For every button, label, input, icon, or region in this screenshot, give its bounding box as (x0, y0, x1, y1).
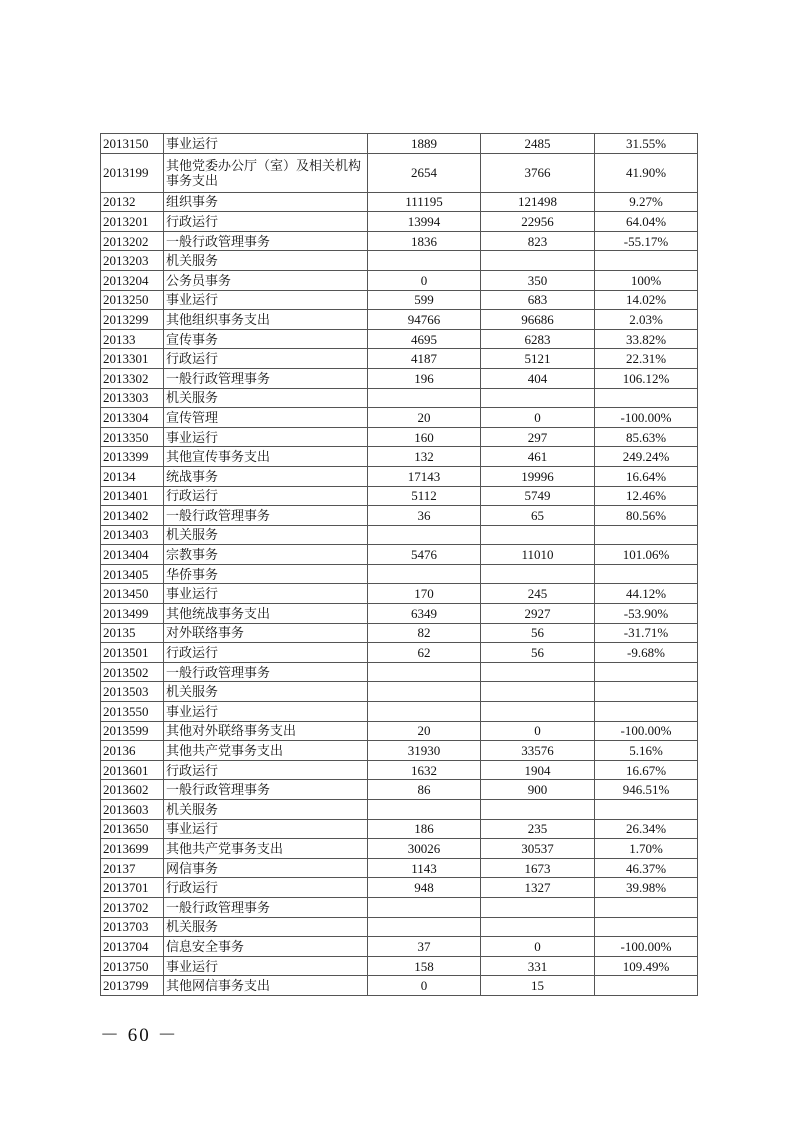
table-row (101, 506, 698, 526)
table-row (101, 839, 698, 859)
subject-name-cell: 其他组织事务支出 (164, 310, 368, 330)
table-row (101, 976, 698, 996)
subject-code-cell: 2013702 (101, 897, 164, 917)
subject-name-cell: 宣传管理 (164, 408, 368, 428)
subject-name-cell: 其他共产党事务支出 (164, 839, 368, 859)
subject-code-cell: 2013450 (101, 584, 164, 604)
prior-amount-cell: 1889 (368, 134, 481, 154)
growth-rate-cell (595, 917, 698, 937)
current-amount-cell: 461 (481, 447, 595, 467)
subject-name-cell: 事业运行 (164, 290, 368, 310)
table-row (101, 780, 698, 800)
subject-code-cell: 2013299 (101, 310, 164, 330)
subject-code-cell: 20134 (101, 466, 164, 486)
current-amount-cell: 15 (481, 976, 595, 996)
prior-amount-cell: 20 (368, 721, 481, 741)
prior-amount-cell: 5112 (368, 486, 481, 506)
current-amount-cell: 56 (481, 643, 595, 663)
table-row (101, 212, 698, 232)
growth-rate-cell: 5.16% (595, 741, 698, 761)
prior-amount-cell: 196 (368, 368, 481, 388)
prior-amount-cell: 1836 (368, 231, 481, 251)
prior-amount-cell: 17143 (368, 466, 481, 486)
prior-amount-cell (368, 662, 481, 682)
growth-rate-cell: 44.12% (595, 584, 698, 604)
table-row (101, 545, 698, 565)
current-amount-cell (481, 800, 595, 820)
prior-amount-cell: 170 (368, 584, 481, 604)
current-amount-cell: 0 (481, 408, 595, 428)
current-amount-cell: 235 (481, 819, 595, 839)
table-row (101, 858, 698, 878)
growth-rate-cell: 106.12% (595, 368, 698, 388)
table-row (101, 349, 698, 369)
table-row (101, 329, 698, 349)
subject-code-cell: 2013405 (101, 564, 164, 584)
current-amount-cell (481, 682, 595, 702)
growth-rate-cell: 31.55% (595, 134, 698, 154)
table-row (101, 623, 698, 643)
current-amount-cell (481, 388, 595, 408)
prior-amount-cell: 0 (368, 976, 481, 996)
prior-amount-cell: 1143 (368, 858, 481, 878)
subject-name-cell: 一般行政管理事务 (164, 897, 368, 917)
subject-name-cell: 一般行政管理事务 (164, 662, 368, 682)
budget-table-body (101, 134, 698, 996)
subject-code-cell: 2013599 (101, 721, 164, 741)
table-row (101, 408, 698, 428)
growth-rate-cell (595, 662, 698, 682)
subject-code-cell: 20133 (101, 329, 164, 349)
growth-rate-cell: 9.27% (595, 192, 698, 212)
prior-amount-cell: 132 (368, 447, 481, 467)
subject-code-cell: 2013750 (101, 956, 164, 976)
growth-rate-cell: 46.37% (595, 858, 698, 878)
subject-code-cell: 2013401 (101, 486, 164, 506)
subject-code-cell: 2013701 (101, 878, 164, 898)
growth-rate-cell: -9.68% (595, 643, 698, 663)
subject-name-cell: 组织事务 (164, 192, 368, 212)
prior-amount-cell: 82 (368, 623, 481, 643)
current-amount-cell (481, 702, 595, 722)
table-row (101, 525, 698, 545)
current-amount-cell: 6283 (481, 329, 595, 349)
subject-code-cell: 2013601 (101, 760, 164, 780)
prior-amount-cell: 4187 (368, 349, 481, 369)
subject-name-cell: 公务员事务 (164, 270, 368, 290)
growth-rate-cell: -31.71% (595, 623, 698, 643)
table-row (101, 290, 698, 310)
table-row (101, 231, 698, 251)
table-row (101, 604, 698, 624)
table-row (101, 878, 698, 898)
table-row (101, 643, 698, 663)
growth-rate-cell (595, 702, 698, 722)
prior-amount-cell: 6349 (368, 604, 481, 624)
subject-name-cell: 机关服务 (164, 800, 368, 820)
subject-name-cell: 行政运行 (164, 486, 368, 506)
subject-name-cell: 网信事务 (164, 858, 368, 878)
subject-code-cell: 2013350 (101, 427, 164, 447)
subject-name-cell: 事业运行 (164, 427, 368, 447)
current-amount-cell (481, 897, 595, 917)
growth-rate-cell (595, 682, 698, 702)
subject-name-cell: 宣传事务 (164, 329, 368, 349)
prior-amount-cell: 1632 (368, 760, 481, 780)
table-row (101, 447, 698, 467)
current-amount-cell: 1673 (481, 858, 595, 878)
prior-amount-cell: 36 (368, 506, 481, 526)
subject-name-cell: 事业运行 (164, 819, 368, 839)
subject-name-cell: 机关服务 (164, 251, 368, 271)
growth-rate-cell: -100.00% (595, 937, 698, 957)
growth-rate-cell (595, 564, 698, 584)
prior-amount-cell: 20 (368, 408, 481, 428)
growth-rate-cell: 26.34% (595, 819, 698, 839)
table-row (101, 368, 698, 388)
growth-rate-cell: 12.46% (595, 486, 698, 506)
current-amount-cell (481, 917, 595, 937)
subject-code-cell: 2013150 (101, 134, 164, 154)
current-amount-cell: 823 (481, 231, 595, 251)
prior-amount-cell (368, 800, 481, 820)
growth-rate-cell: -100.00% (595, 408, 698, 428)
subject-name-cell: 机关服务 (164, 388, 368, 408)
current-amount-cell (481, 525, 595, 545)
prior-amount-cell: 2654 (368, 153, 481, 192)
growth-rate-cell (595, 525, 698, 545)
current-amount-cell: 65 (481, 506, 595, 526)
table-row (101, 388, 698, 408)
growth-rate-cell: 101.06% (595, 545, 698, 565)
subject-name-cell: 统战事务 (164, 466, 368, 486)
prior-amount-cell (368, 525, 481, 545)
table-row (101, 310, 698, 330)
prior-amount-cell: 160 (368, 427, 481, 447)
subject-code-cell: 20136 (101, 741, 164, 761)
subject-name-cell: 事业运行 (164, 956, 368, 976)
subject-name-cell: 一般行政管理事务 (164, 780, 368, 800)
prior-amount-cell (368, 251, 481, 271)
current-amount-cell: 2927 (481, 604, 595, 624)
subject-code-cell: 2013603 (101, 800, 164, 820)
subject-code-cell: 2013302 (101, 368, 164, 388)
subject-name-cell: 行政运行 (164, 760, 368, 780)
growth-rate-cell: 41.90% (595, 153, 698, 192)
prior-amount-cell (368, 682, 481, 702)
table-row (101, 741, 698, 761)
table-row (101, 564, 698, 584)
subject-name-cell: 对外联络事务 (164, 623, 368, 643)
growth-rate-cell: 16.64% (595, 466, 698, 486)
subject-name-cell: 其他统战事务支出 (164, 604, 368, 624)
prior-amount-cell: 94766 (368, 310, 481, 330)
growth-rate-cell: 33.82% (595, 329, 698, 349)
subject-name-cell: 宗教事务 (164, 545, 368, 565)
subject-code-cell: 2013203 (101, 251, 164, 271)
table-row (101, 466, 698, 486)
table-row (101, 819, 698, 839)
subject-name-cell: 机关服务 (164, 682, 368, 702)
subject-code-cell: 20137 (101, 858, 164, 878)
current-amount-cell: 30537 (481, 839, 595, 859)
subject-code-cell: 2013704 (101, 937, 164, 957)
current-amount-cell: 350 (481, 270, 595, 290)
prior-amount-cell: 13994 (368, 212, 481, 232)
current-amount-cell (481, 662, 595, 682)
current-amount-cell: 22956 (481, 212, 595, 232)
growth-rate-cell (595, 897, 698, 917)
table-row (101, 702, 698, 722)
subject-name-cell: 华侨事务 (164, 564, 368, 584)
prior-amount-cell: 948 (368, 878, 481, 898)
table-row (101, 897, 698, 917)
growth-rate-cell: 16.67% (595, 760, 698, 780)
growth-rate-cell: 2.03% (595, 310, 698, 330)
growth-rate-cell: 14.02% (595, 290, 698, 310)
table-row (101, 956, 698, 976)
table-row (101, 937, 698, 957)
prior-amount-cell: 158 (368, 956, 481, 976)
prior-amount-cell (368, 564, 481, 584)
current-amount-cell: 11010 (481, 545, 595, 565)
growth-rate-cell: 946.51% (595, 780, 698, 800)
subject-code-cell: 2013501 (101, 643, 164, 663)
subject-name-cell: 其他党委办公厅（室）及相关机构事务支出 (164, 153, 368, 192)
current-amount-cell: 297 (481, 427, 595, 447)
growth-rate-cell: 1.70% (595, 839, 698, 859)
table-row (101, 584, 698, 604)
prior-amount-cell (368, 388, 481, 408)
subject-name-cell: 事业运行 (164, 584, 368, 604)
growth-rate-cell: 64.04% (595, 212, 698, 232)
subject-name-cell: 信息安全事务 (164, 937, 368, 957)
prior-amount-cell: 31930 (368, 741, 481, 761)
growth-rate-cell: 80.56% (595, 506, 698, 526)
subject-code-cell: 2013301 (101, 349, 164, 369)
subject-name-cell: 事业运行 (164, 134, 368, 154)
table-row (101, 800, 698, 820)
subject-code-cell: 2013602 (101, 780, 164, 800)
growth-rate-cell: 109.49% (595, 956, 698, 976)
subject-code-cell: 2013204 (101, 270, 164, 290)
subject-code-cell: 20132 (101, 192, 164, 212)
growth-rate-cell: -100.00% (595, 721, 698, 741)
subject-code-cell: 2013201 (101, 212, 164, 232)
subject-name-cell: 机关服务 (164, 525, 368, 545)
table-row (101, 427, 698, 447)
subject-name-cell: 一般行政管理事务 (164, 368, 368, 388)
subject-code-cell: 2013304 (101, 408, 164, 428)
budget-table (100, 133, 698, 996)
current-amount-cell: 0 (481, 721, 595, 741)
table-row (101, 760, 698, 780)
subject-name-cell: 行政运行 (164, 212, 368, 232)
subject-code-cell: 2013202 (101, 231, 164, 251)
current-amount-cell: 404 (481, 368, 595, 388)
subject-code-cell: 2013402 (101, 506, 164, 526)
subject-code-cell: 2013404 (101, 545, 164, 565)
current-amount-cell: 1904 (481, 760, 595, 780)
table-row (101, 153, 698, 192)
subject-name-cell: 机关服务 (164, 917, 368, 937)
subject-name-cell: 行政运行 (164, 878, 368, 898)
table-row (101, 192, 698, 212)
growth-rate-cell (595, 800, 698, 820)
subject-code-cell: 2013250 (101, 290, 164, 310)
subject-name-cell: 其他共产党事务支出 (164, 741, 368, 761)
current-amount-cell: 1327 (481, 878, 595, 898)
current-amount-cell: 2485 (481, 134, 595, 154)
subject-code-cell: 2013799 (101, 976, 164, 996)
subject-name-cell: 行政运行 (164, 643, 368, 663)
prior-amount-cell: 37 (368, 937, 481, 957)
current-amount-cell: 56 (481, 623, 595, 643)
table-row (101, 270, 698, 290)
current-amount-cell: 0 (481, 937, 595, 957)
page-number: － 60 － (100, 1025, 179, 1046)
table-row (101, 134, 698, 154)
prior-amount-cell (368, 702, 481, 722)
prior-amount-cell: 30026 (368, 839, 481, 859)
growth-rate-cell: 22.31% (595, 349, 698, 369)
subject-code-cell: 2013703 (101, 917, 164, 937)
prior-amount-cell: 186 (368, 819, 481, 839)
growth-rate-cell: -53.90% (595, 604, 698, 624)
prior-amount-cell: 86 (368, 780, 481, 800)
prior-amount-cell: 0 (368, 270, 481, 290)
subject-name-cell: 其他网信事务支出 (164, 976, 368, 996)
prior-amount-cell: 4695 (368, 329, 481, 349)
current-amount-cell: 900 (481, 780, 595, 800)
subject-code-cell: 2013499 (101, 604, 164, 624)
subject-name-cell: 行政运行 (164, 349, 368, 369)
current-amount-cell: 96686 (481, 310, 595, 330)
subject-name-cell: 其他宣传事务支出 (164, 447, 368, 467)
prior-amount-cell: 5476 (368, 545, 481, 565)
table-row (101, 682, 698, 702)
growth-rate-cell: -55.17% (595, 231, 698, 251)
subject-code-cell: 2013403 (101, 525, 164, 545)
current-amount-cell: 121498 (481, 192, 595, 212)
subject-code-cell: 2013303 (101, 388, 164, 408)
subject-code-cell: 2013550 (101, 702, 164, 722)
current-amount-cell (481, 564, 595, 584)
current-amount-cell: 19996 (481, 466, 595, 486)
prior-amount-cell (368, 917, 481, 937)
table-row (101, 486, 698, 506)
growth-rate-cell (595, 251, 698, 271)
growth-rate-cell: 39.98% (595, 878, 698, 898)
prior-amount-cell: 111195 (368, 192, 481, 212)
current-amount-cell: 683 (481, 290, 595, 310)
subject-code-cell: 2013699 (101, 839, 164, 859)
table-row (101, 251, 698, 271)
current-amount-cell: 3766 (481, 153, 595, 192)
growth-rate-cell: 85.63% (595, 427, 698, 447)
subject-name-cell: 一般行政管理事务 (164, 506, 368, 526)
subject-code-cell: 20135 (101, 623, 164, 643)
current-amount-cell (481, 251, 595, 271)
subject-code-cell: 2013650 (101, 819, 164, 839)
table-row (101, 721, 698, 741)
subject-name-cell: 事业运行 (164, 702, 368, 722)
prior-amount-cell: 599 (368, 290, 481, 310)
growth-rate-cell (595, 976, 698, 996)
growth-rate-cell: 100% (595, 270, 698, 290)
subject-name-cell: 一般行政管理事务 (164, 231, 368, 251)
subject-code-cell: 2013399 (101, 447, 164, 467)
current-amount-cell: 33576 (481, 741, 595, 761)
subject-code-cell: 2013199 (101, 153, 164, 192)
subject-name-cell: 其他对外联络事务支出 (164, 721, 368, 741)
subject-code-cell: 2013502 (101, 662, 164, 682)
growth-rate-cell (595, 388, 698, 408)
growth-rate-cell: 249.24% (595, 447, 698, 467)
current-amount-cell: 331 (481, 956, 595, 976)
table-row (101, 917, 698, 937)
current-amount-cell: 5121 (481, 349, 595, 369)
current-amount-cell: 245 (481, 584, 595, 604)
prior-amount-cell: 62 (368, 643, 481, 663)
current-amount-cell: 5749 (481, 486, 595, 506)
prior-amount-cell (368, 897, 481, 917)
subject-code-cell: 2013503 (101, 682, 164, 702)
table-row (101, 662, 698, 682)
